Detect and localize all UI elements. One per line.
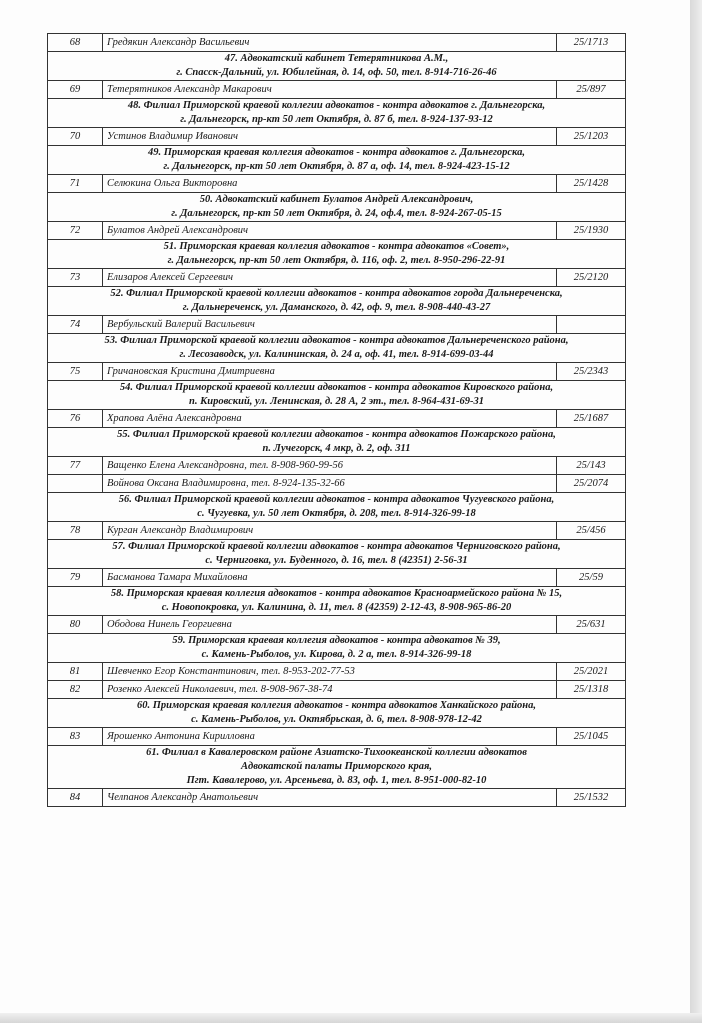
organization-line: Пгт. Кавалерово, ул. Арсеньева, д. 83, оф. 1, тел. 8-951-000-82-10 [186,775,487,786]
lawyer-name: Булатов Андрей Александрович [103,222,557,240]
registry-number: 25/456 [557,522,626,540]
organization-header-row [48,428,626,457]
lawyer-name: Курган Александр Владимирович [103,522,557,540]
organization-line: с. Черниговка, ул. Буденного, д. 16, тел. 8 (42351) 2-56-31 [205,555,468,566]
organization-line: г. Дальнегорск, пр-кт 50 лет Октября, д. 87 б, тел. 8-924-137-93-12 [180,114,493,125]
lawyer-row [48,457,626,475]
organization-header [48,52,626,81]
lawyer-name: Елизаров Алексей Сергеевич [103,269,557,287]
lawyer-name: Басманова Тамара Михайловна [103,569,557,587]
organization-line: 61. Филиал в Кавалеровском районе Азиатско-Тихоокеанской коллегии адвокатов [146,747,527,758]
lawyer-row [48,128,626,146]
organization-line: 49. Приморская краевая коллегия адвокатов - контра адвокатов г. Дальнегорска, [148,147,525,158]
organization-line: г. Спасск-Дальний, ул. Юбилейная, д. 14, оф. 50, тел. 8-914-716-26-46 [176,67,497,78]
registry-number: 25/2343 [557,363,626,381]
row-number: 69 [48,81,103,99]
organization-line: 57. Филиал Приморской краевой коллегии адвокатов - контра адвокатов Черниговского района, [112,541,561,552]
row-number: 74 [48,316,103,334]
organization-header [48,634,626,663]
lawyer-row [48,410,626,428]
lawyer-name: Гредякин Александр Васильевич [103,34,557,52]
lawyer-name: Ярошенко Антонина Кирилловна [103,728,557,746]
row-number: 72 [48,222,103,240]
organization-line: 51. Приморская краевая коллегия адвокатов - контра адвокатов «Совет», [163,241,510,252]
organization-header [48,428,626,457]
registry-number [557,316,626,334]
lawyer-row [48,616,626,634]
registry-number: 25/1930 [557,222,626,240]
organization-header-row [48,699,626,728]
lawyer-name: Устинов Владимир Иванович [103,128,557,146]
row-number: 78 [48,522,103,540]
organization-line: 53. Филиал Приморской краевой коллегии адвокатов - контра адвокатов Дальнереченского района, [104,335,569,346]
registry-number: 25/1532 [557,789,626,807]
row-number: 71 [48,175,103,193]
lawyer-name: Шевченко Егор Константинович, тел. 8-953-202-77-53 [103,663,557,681]
organization-header [48,699,626,728]
row-number: 68 [48,34,103,52]
organization-header-row [48,634,626,663]
registry-number: 25/897 [557,81,626,99]
organization-line: г. Дальнегорск, пр-кт 50 лет Октября, д. 116, оф. 2, тел. 8-950-296-22-91 [167,255,506,266]
registry-number: 25/143 [557,457,626,475]
organization-line: г. Лесозаводск, ул. Калининская, д. 24 а, оф. 41, тел. 8-914-699-03-44 [179,349,494,360]
row-number: 84 [48,789,103,807]
organization-line: с. Чугуевка, ул. 50 лет Октября, д. 208, тел. 8-914-326-99-18 [197,508,476,519]
lawyer-name: Тетерятников Александр Макарович [103,81,557,99]
organization-header-row [48,381,626,410]
row-number [48,475,103,493]
row-number: 70 [48,128,103,146]
organization-header [48,146,626,175]
lawyer-name: Селюкина Ольга Викторовна [103,175,557,193]
organization-header-row [48,746,626,789]
lawyer-name: Войнова Оксана Владимировна, тел. 8-924-135-32-66 [103,475,557,493]
organization-header [48,193,626,222]
lawyer-name: Храпова Алёна Александровна [103,410,557,428]
organization-header [48,99,626,128]
organization-header [48,334,626,363]
lawyer-name: Ващенко Елена Александровна, тел. 8-908-960-99-56 [103,457,557,475]
organization-line: г. Дальнегорск, пр-кт 50 лет Октября, д. 87 а, оф. 14, тел. 8-924-423-15-12 [163,161,510,172]
lawyer-row [48,222,626,240]
lawyer-name: Ободова Нинель Георгиевна [103,616,557,634]
registry-number: 25/59 [557,569,626,587]
organization-header-row [48,146,626,175]
row-number: 81 [48,663,103,681]
lawyer-row [48,363,626,381]
organization-line: 55. Филиал Приморской краевой коллегии адвокатов - контра адвокатов Пожарского района, [117,429,556,440]
row-number: 80 [48,616,103,634]
organization-header [48,587,626,616]
registry-number: 25/1428 [557,175,626,193]
row-number: 75 [48,363,103,381]
organization-line: п. Лучегорск, 4 мкр, д. 2, оф. 311 [262,443,411,454]
organization-line: с. Новопокровка, ул. Калинина, д. 11, тел. 8 (42359) 2-12-43, 8-908-965-86-20 [161,602,512,613]
organization-line: 60. Приморская краевая коллегия адвокатов - контра адвокатов Ханкайского района, [136,700,537,711]
organization-header-row [48,52,626,81]
registry-body [48,34,626,807]
organization-line: 59. Приморская краевая коллегия адвокатов - контра адвокатов № 39, [172,635,501,646]
organization-header-row [48,193,626,222]
lawyer-name: Розенко Алексей Николаевич, тел. 8-908-967-38-74 [103,681,557,699]
registry-number: 25/1318 [557,681,626,699]
organization-header-row [48,493,626,522]
organization-header [48,493,626,522]
organization-header [48,240,626,269]
registry-number: 25/2074 [557,475,626,493]
registry-number: 25/1045 [557,728,626,746]
organization-line: 47. Адвокатский кабинет Тетерятникова А.М., [224,53,449,64]
organization-line: 52. Филиал Приморской краевой коллегии адвокатов - контра адвокатов города Дальнереченска, [110,288,563,299]
lawyer-row [48,663,626,681]
lawyer-row [48,681,626,699]
lawyer-row [48,522,626,540]
lawyer-name: Гричановская Кристина Дмитриевна [103,363,557,381]
organization-header-row [48,287,626,316]
lawyer-row [48,269,626,287]
registry-number: 25/1203 [557,128,626,146]
row-number: 77 [48,457,103,475]
organization-line: п. Кировский, ул. Ленинская, д. 28 А, 2 эт., тел. 8-964-431-69-31 [189,396,484,407]
registry-number: 25/2021 [557,663,626,681]
lawyers-registry-table [47,33,626,807]
organization-header-row [48,99,626,128]
organization-line: с. Камень-Рыболов, ул. Кирова, д. 2 а, тел. 8-914-326-99-18 [201,649,472,660]
organization-line: 58. Приморская краевая коллегия адвокатов - контра адвокатов Красноармейского района № 15, [110,588,563,599]
organization-line: с. Камень-Рыболов, ул. Октябрьская, д. 6, тел. 8-908-978-12-42 [191,714,482,725]
organization-header [48,540,626,569]
lawyer-row [48,175,626,193]
lawyer-name: Вербульский Валерий Васильевич [103,316,557,334]
organization-line: 48. Филиал Приморской краевой коллегии адвокатов - контра адвокатов г. Дальнегорска, [127,100,546,111]
organization-line: 54. Филиал Приморской краевой коллегии адвокатов - контра адвокатов Кировского района, [119,382,554,393]
lawyer-name: Челпанов Александр Анатольевич [103,789,557,807]
row-number: 82 [48,681,103,699]
organization-line: Адвокатской палаты Приморского края, [241,761,432,772]
row-number: 73 [48,269,103,287]
lawyer-row [48,569,626,587]
registry-number: 25/1713 [557,34,626,52]
organization-line: 50. Адвокатский кабинет Булатов Андрей Александрович, [199,194,474,205]
page-bottom-edge [0,1013,702,1023]
organization-header [48,381,626,410]
organization-header-row [48,587,626,616]
lawyer-row [48,789,626,807]
lawyer-row [48,728,626,746]
row-number: 79 [48,569,103,587]
registry-number: 25/1687 [557,410,626,428]
organization-header [48,287,626,316]
organization-line: г. Дальнереченск, ул. Даманского, д. 42, оф. 9, тел. 8-908-440-43-27 [182,302,491,313]
organization-header-row [48,540,626,569]
organization-header-row [48,240,626,269]
registry-number: 25/2120 [557,269,626,287]
lawyer-row [48,475,626,493]
organization-header-row [48,334,626,363]
organization-line: 56. Филиал Приморской краевой коллегии адвокатов - контра адвокатов Чугуевского района, [118,494,555,505]
lawyer-row [48,34,626,52]
page-edge [690,0,702,1023]
row-number: 76 [48,410,103,428]
registry-number: 25/631 [557,616,626,634]
lawyer-row [48,81,626,99]
organization-line: г. Дальнегорск, пр-кт 50 лет Октября, д. 24, оф.4, тел. 8-924-267-05-15 [171,208,502,219]
organization-header [48,746,626,789]
lawyer-row [48,316,626,334]
row-number: 83 [48,728,103,746]
